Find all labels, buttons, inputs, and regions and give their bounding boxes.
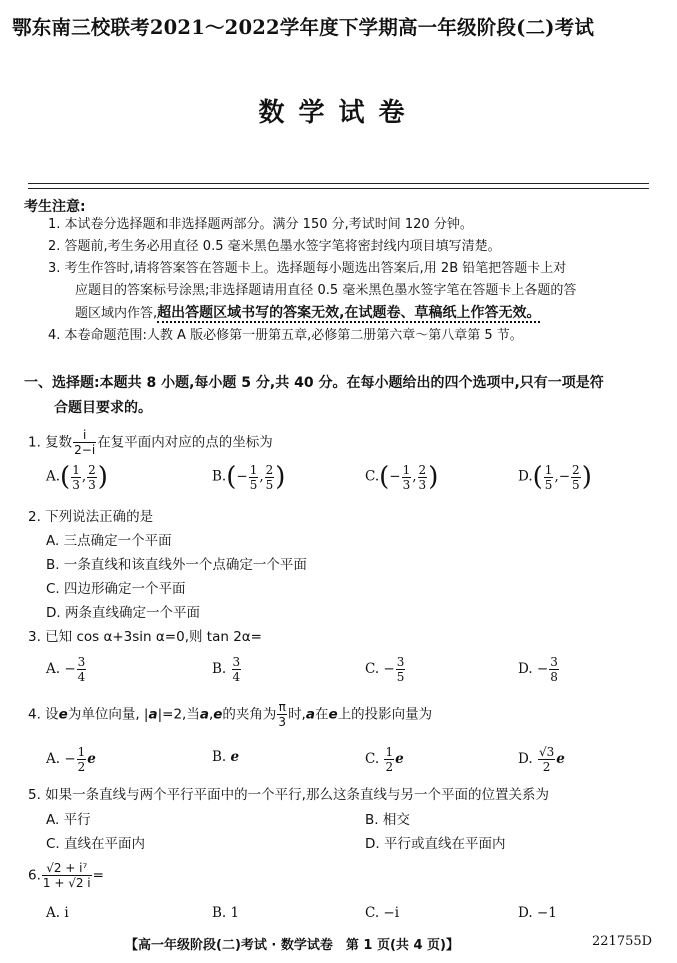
q4-option-a[interactable]	[46, 745, 96, 774]
num: 2	[88, 462, 96, 477]
page-title: 数学试卷	[258, 98, 419, 128]
q5-option-a[interactable]: A. 平行	[46, 812, 91, 828]
notice-item-3-tail: 题区域内作答,	[75, 306, 158, 321]
q1-b-sign1: −	[236, 468, 248, 485]
q4-option-d[interactable]	[518, 745, 565, 774]
q4-mid1: 为单位向量, |	[67, 706, 149, 723]
q4-b-label: B.	[212, 749, 231, 765]
q1-a-frac1	[71, 463, 81, 492]
q1-c-frac2	[418, 463, 428, 492]
q5-option-c[interactable]: C. 直线在平面内	[46, 836, 146, 852]
den: 4	[232, 670, 241, 684]
paren-right: )	[97, 462, 108, 492]
q4-mid6: 在	[314, 706, 329, 723]
num: 1	[77, 745, 86, 759]
q1-den: 2−i	[74, 443, 96, 457]
divider-top	[28, 183, 649, 184]
q1-d-frac1	[544, 463, 554, 492]
q1-d-label: D.	[518, 468, 533, 485]
den: 5	[396, 670, 405, 684]
q4-mid4: 的夹角为	[222, 706, 277, 723]
q1-post: 在复平面内对应的点的坐标为	[97, 434, 273, 451]
notice-emphasis: 超出答题区域书写的答案无效,在试题卷、草稿纸上作答无效。	[157, 305, 541, 321]
question-1	[28, 428, 273, 457]
q4-d-frac	[538, 745, 555, 774]
q1-a-label: A.	[46, 468, 61, 485]
num: 3	[77, 655, 86, 669]
question-4	[28, 700, 432, 729]
vec-e: e	[58, 706, 68, 723]
q1-c-frac1	[402, 463, 412, 492]
num: √3	[538, 745, 555, 759]
den: 8	[550, 670, 558, 684]
q1-num: i	[73, 428, 96, 443]
vec-e: e	[328, 706, 338, 723]
question-6	[28, 861, 104, 890]
vec-e: e	[395, 751, 404, 767]
den: 2	[542, 760, 551, 774]
q2-option-d[interactable]: D. 两条直线确定一个平面	[46, 605, 200, 621]
q1-c-sign1: −	[389, 468, 401, 485]
question-5: 5. 如果一条直线与两个平行平面中的一个平行,那么这条直线与另一个平面的位置关系为	[28, 787, 549, 803]
paren-left: (	[379, 462, 390, 492]
paren-right: )	[581, 462, 592, 492]
q3-d-label: D. −	[518, 661, 549, 677]
section-line-2: 合题目要求的。	[54, 400, 152, 416]
den: 3	[402, 477, 411, 492]
vec-e: e	[213, 706, 223, 723]
q3-b-label: B.	[212, 661, 231, 677]
q3-a-label: A. −	[46, 661, 76, 677]
q3-a-frac	[77, 655, 87, 684]
notice-item-3-cont: 应题目的答案标号涂黑;非选择题请用直径 0.5 毫米黑色墨水签字笔在答题卡上各题的答	[75, 283, 577, 298]
q2-option-a[interactable]: A. 三点确定一个平面	[46, 533, 172, 549]
q6-post: =	[92, 867, 104, 884]
q1-option-a[interactable]: A.( $\frac{1}{3}$ , $\frac{2}{3}$ )	[46, 462, 108, 492]
q1-c-label: C.	[365, 468, 380, 485]
q3-option-d[interactable]	[518, 655, 560, 684]
num: 3	[550, 655, 558, 669]
num: 1	[385, 745, 394, 759]
notice-item-4: 4. 本卷命题范围:人教 A 版必修第一册第五章,必修第二册第六章～第八章第 5 节。	[48, 328, 523, 343]
den: 5	[265, 477, 274, 492]
q4-d-label: D.	[518, 751, 537, 767]
den: 2	[77, 760, 86, 774]
question-3: 3. 已知 cos α+3sin α=0,则 tan 2α=	[28, 629, 262, 645]
notice-heading: 考生注意:	[24, 199, 86, 215]
section-line-1: 一、选择题:本题共 8 小题,每小题 5 分,共 40 分。在每小题给出的四个选项中,只有一项是符	[24, 375, 604, 391]
page-footer: 【高一年级阶段(二)考试 · 数学试卷 第 1 页(共 4 页)】	[125, 938, 459, 953]
q3-option-b[interactable]	[212, 655, 242, 684]
vec-a: a	[199, 706, 209, 723]
q6-pre: 6.	[28, 867, 41, 884]
q5-option-b[interactable]: B. 相交	[365, 812, 410, 828]
notice-item-2: 2. 答题前,考生务必用直径 0.5 毫米黑色墨水签字笔将密封线内项目填写清楚。	[48, 239, 501, 254]
vec-e: e	[556, 751, 565, 767]
den: 3	[72, 477, 80, 492]
q1-d-frac2	[571, 463, 581, 492]
q4-mid3: ,	[208, 706, 214, 723]
vec-a: a	[305, 706, 315, 723]
vec-a: a	[148, 706, 158, 723]
q1-b-label: B.	[212, 468, 227, 485]
q4-c-label: C.	[365, 751, 384, 767]
paren-right: )	[275, 462, 286, 492]
q1-a-frac2	[87, 463, 97, 492]
notice-item-3-cont2	[75, 302, 540, 325]
q4-a-frac	[77, 745, 87, 774]
num: 1	[72, 462, 80, 477]
q4-pre: 4. 设	[28, 706, 59, 723]
q4-a-label: A. −	[46, 751, 76, 767]
paren-left: (	[60, 462, 71, 492]
den: 5	[249, 477, 258, 492]
q1-option-b[interactable]: B.(− $\frac{1}{5}$ , $\frac{2}{5}$ )	[212, 462, 286, 492]
q1-fraction	[73, 428, 96, 457]
q4-option-c[interactable]	[365, 745, 404, 774]
q1-b-frac2	[265, 463, 275, 492]
den: 5	[572, 477, 580, 492]
den: 4	[77, 670, 86, 684]
den: 2	[385, 760, 394, 774]
q3-d-frac	[549, 655, 559, 684]
num: 1	[402, 462, 411, 477]
q4-option-b[interactable]	[212, 749, 239, 765]
q3-c-label: C. −	[365, 661, 395, 677]
paren-left: (	[532, 462, 543, 492]
notice-item-1: 1. 本试卷分选择题和非选择题两部分。满分 150 分,考试时间 120 分钟。	[48, 217, 473, 232]
q6-option-c[interactable]: C. −i	[365, 905, 400, 921]
num: √2 + i⁷	[42, 861, 92, 876]
q1-option-d[interactable]: D.( $\frac{1}{5}$ ,− $\frac{2}{5}$ )	[518, 462, 592, 492]
num: π	[278, 700, 286, 714]
q4-frac	[277, 700, 287, 729]
exam-code: 221755D	[592, 934, 653, 949]
q2-option-b[interactable]: B. 一条直线和该直线外一个点确定一个平面	[46, 557, 307, 573]
paren-left: (	[226, 462, 237, 492]
q4-c-frac	[384, 745, 394, 774]
q6-frac	[42, 861, 92, 890]
num: 2	[265, 462, 274, 477]
q1-d-sign2: −	[558, 468, 571, 485]
q5-option-d[interactable]: D. 平行或直线在平面内	[365, 836, 506, 852]
den: 5	[544, 477, 553, 492]
q4-mid2: |=2,当	[157, 706, 200, 723]
q4-post: 上的投影向量为	[337, 706, 433, 723]
q3-b-frac	[232, 655, 242, 684]
q3-c-frac	[396, 655, 406, 684]
q2-option-c[interactable]: C. 四边形确定一个平面	[46, 581, 186, 597]
den: 3	[418, 477, 427, 492]
q3-option-c[interactable]	[365, 655, 406, 684]
den: 3	[88, 477, 96, 492]
notice-item-3: 3. 考生作答时,请将答案答在答题卡上。选择题每小题选出答案后,用 2B 铅笔把答题卡上对	[48, 261, 567, 276]
q6-option-d[interactable]: D. −1	[518, 905, 557, 921]
q1-option-c[interactable]: C.(− $\frac{1}{3}$ , $\frac{2}{3}$ )	[365, 462, 439, 492]
den: 1 + √2 i	[42, 876, 91, 890]
num: 1	[249, 462, 258, 477]
q1-prefix: 1. 复数	[28, 434, 73, 451]
num: 3	[232, 655, 241, 669]
q3-option-a[interactable]	[46, 655, 87, 684]
vec-e: e	[87, 751, 96, 767]
q6-option-b[interactable]: B. 1	[212, 905, 240, 921]
exam-header: 鄂东南三校联考2021～2022学年度下学期高一年级阶段(二)考试	[12, 16, 595, 39]
vec-e: e	[230, 749, 240, 765]
num: 3	[396, 655, 405, 669]
q4-mid5: 时,	[288, 706, 306, 723]
num: 2	[418, 462, 427, 477]
paren-right: )	[428, 462, 439, 492]
num: 2	[572, 462, 580, 477]
den: 3	[278, 715, 287, 729]
question-2: 2. 下列说法正确的是	[28, 509, 154, 525]
q6-option-a[interactable]: A. i	[46, 905, 69, 921]
divider-top-2	[28, 188, 649, 189]
q1-b-frac1	[249, 463, 259, 492]
num: 1	[544, 462, 553, 477]
section-heading	[24, 371, 604, 421]
